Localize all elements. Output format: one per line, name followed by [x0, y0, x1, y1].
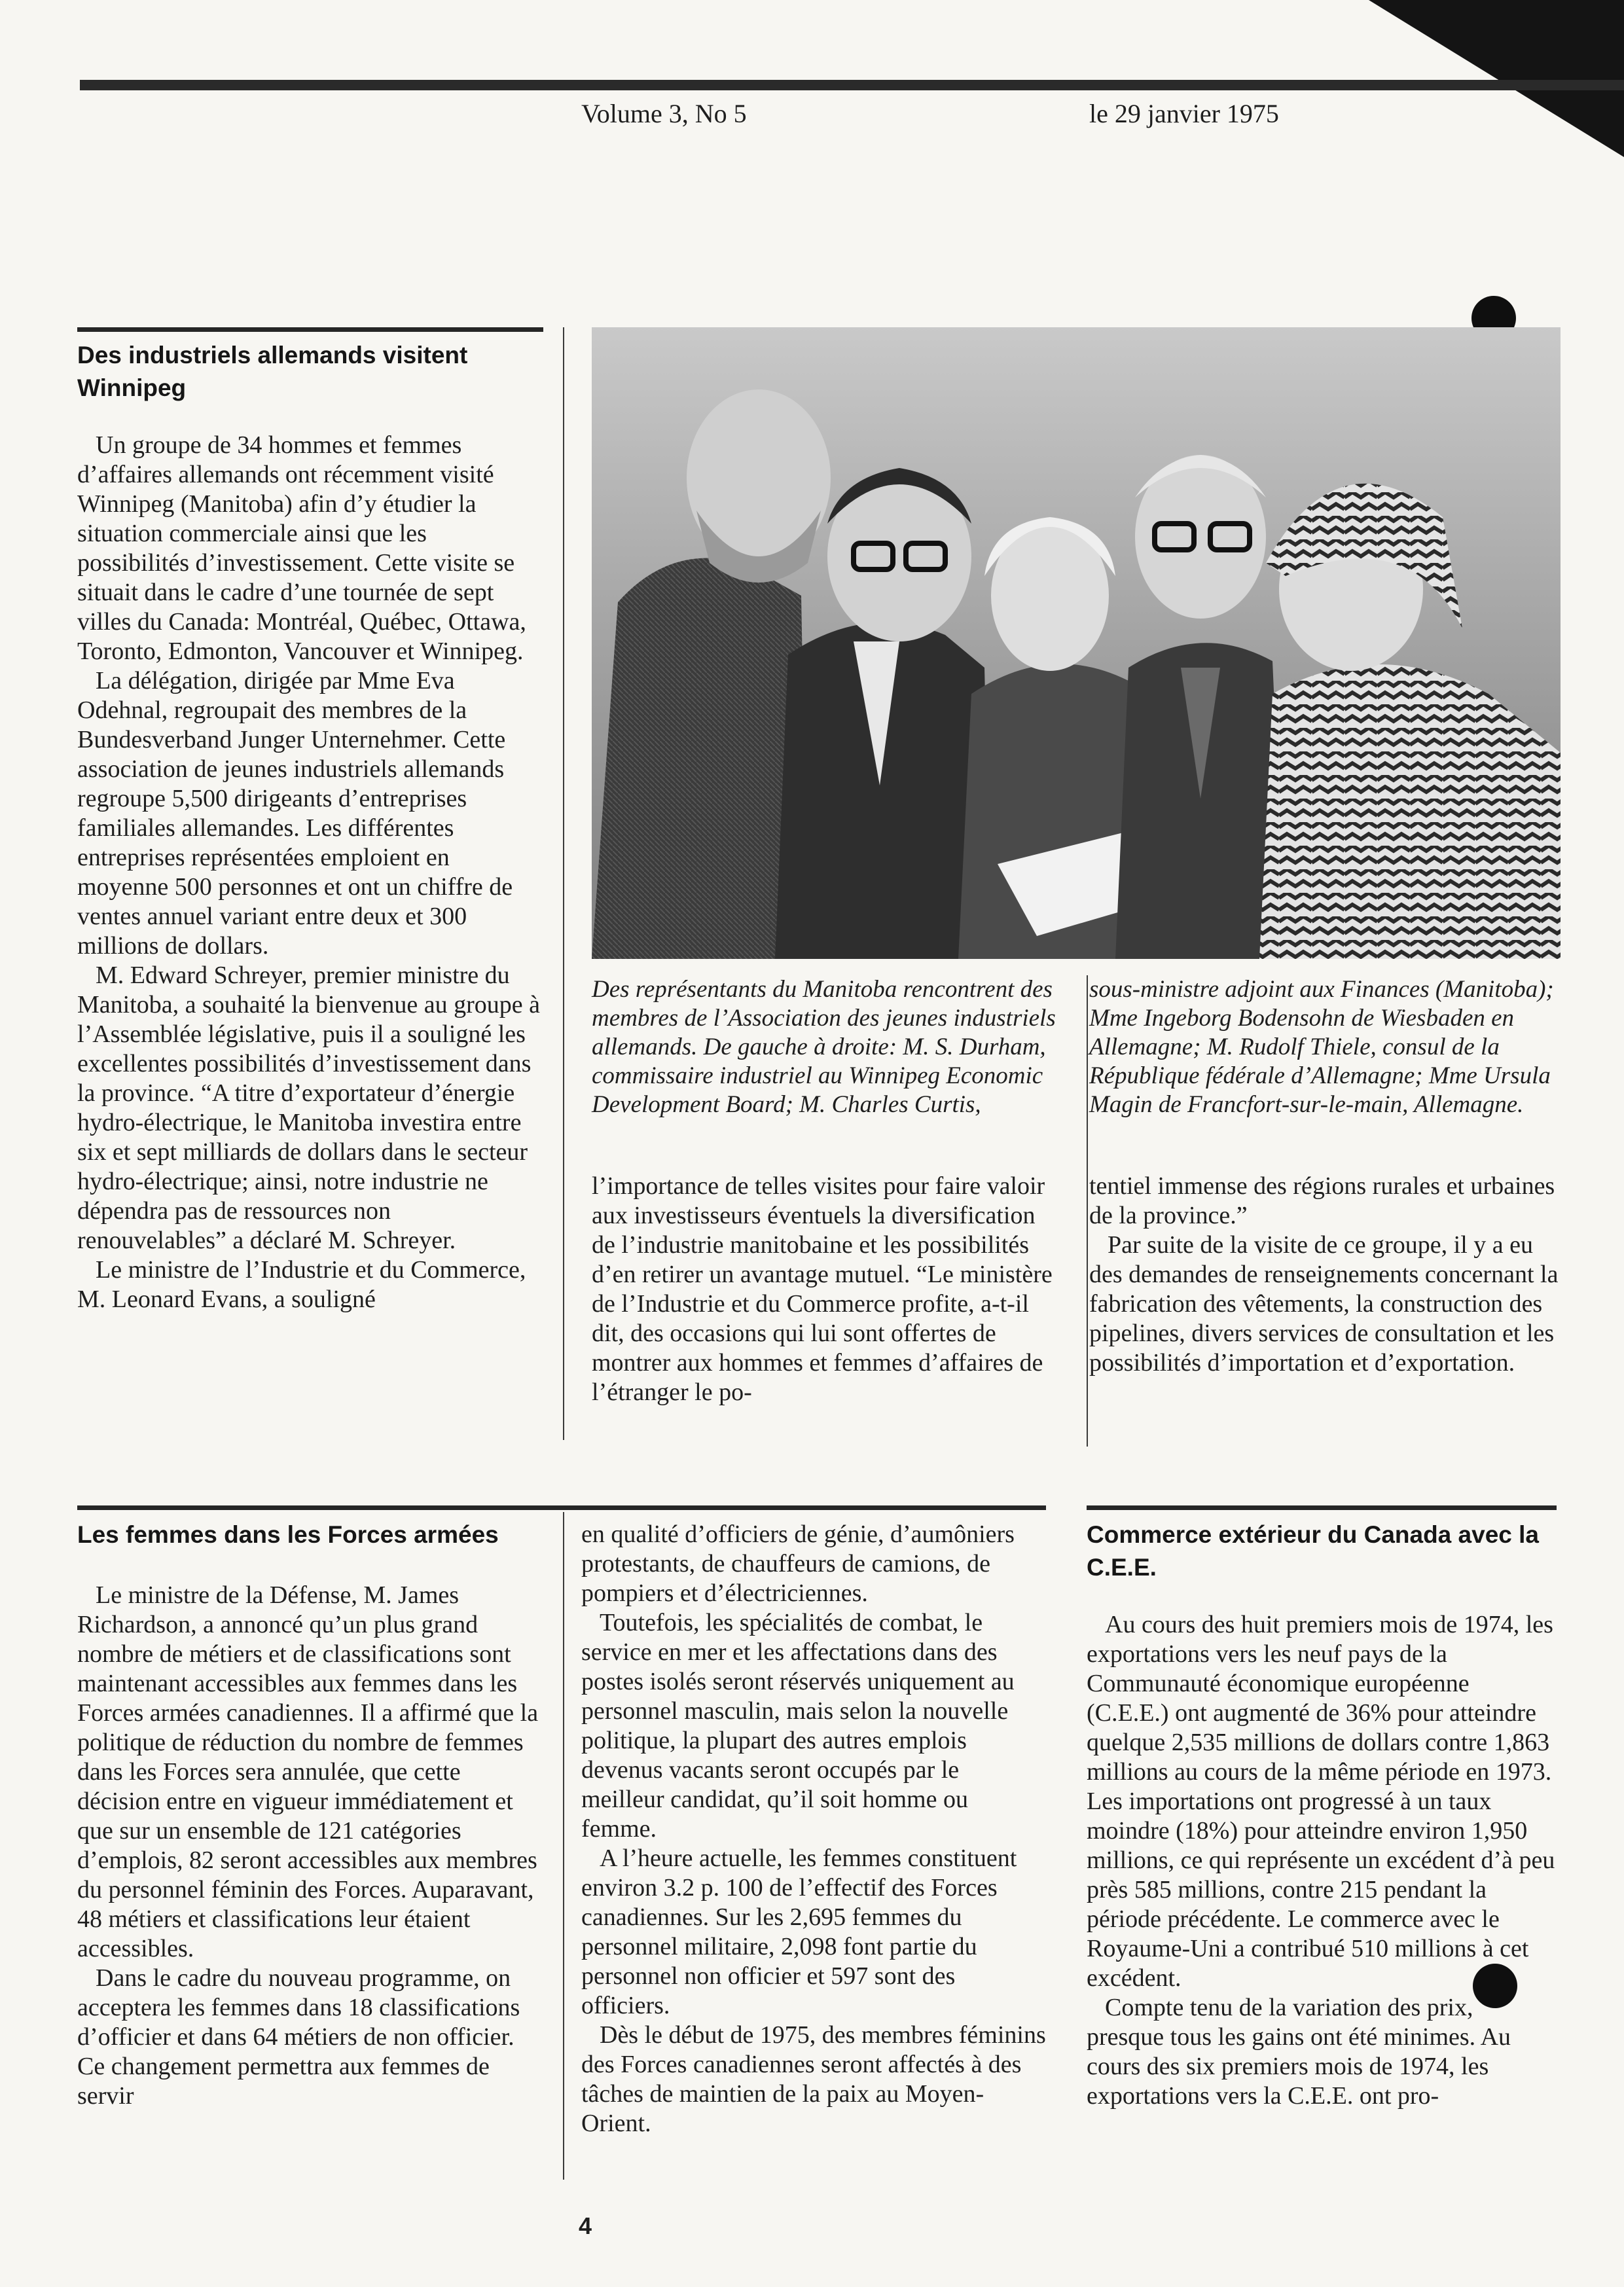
page-number: 4 — [579, 2212, 592, 2239]
caption-text: sous-ministre adjoint aux Finances (Manitoba); Mme Ingeborg Bodensohn de Wiesbaden en Allemagne; M. Rudolf Thiele, consul de la République fédérale d’Allemagne; Mme Ursula Magin de Francfort-sur-le-main, Allemagne. — [1089, 976, 1554, 1118]
article2-column-1 — [77, 1581, 543, 2111]
paragraph: Un groupe de 34 hommes et femmes d’affaires allemands ont récemment visité Winnipeg (Manitoba) afin d’y étudier la situation commerciale ainsi que les possibilités d’investissement. Cette visite se situait dans le cadre d’une tournée de sept villes du Canada: Montréal, Québec, Ottawa, Toronto, Edmonton, Vancouver et Winnipeg. — [77, 431, 526, 665]
paragraph: Dès le début de 1975, des membres féminins des Forces canadiennes seront affectés à des tâches de maintien de la paix au Moyen-Orient. — [581, 2021, 1046, 2137]
article1-title: Des industriels allemands visitent Winnipeg — [77, 342, 468, 401]
paragraph: Au cours des huit premiers mois de 1974, les exportations vers les neuf pays de la Communauté économique européenne (C.E.E.) ont augmenté de 36% pour atteindre quelque 2,535 millions de dollars contre 1,863 millions au cours de la même période en 1973. Les importations ont progressé à un taux moindre (18%) pour atteindre environ 1,950 millions, ce qui représente un excédent d’à peu près 585 millions, contre 215 pendant la période précédente. Le commerce avec le Royaume-Uni a contribué 510 millions à cet excédent. — [1087, 1611, 1555, 1992]
paragraph: A l’heure actuelle, les femmes constituent environ 3.2 p. 100 de l’effectif des Forces canadiennes. Sur les 2,695 femmes du personnel militaire, 2,098 font partie du personnel non officier et 597 sont des officiers. — [581, 1845, 1017, 2019]
paragraph: en qualité d’officiers de génie, d’aumôniers protestants, de chauffeurs de camions, de pompiers et d’électriciennes. — [581, 1521, 1015, 1607]
photo-caption-right — [1089, 975, 1561, 1119]
paragraph: Le ministre de la Défense, M. James Richardson, a annoncé qu’un plus grand nombre de métiers et de classifications sont maintenant accessibles aux femmes dans les Forces armées canadiennes. Il a affirmé que la politique de réduction du nombre de femmes dans les Forces sera annulée, que cette décision entre en vigueur immédiatement et que sur un ensemble de 121 catégories d’emplois, 82 seront accessibles aux membres du personnel féminin des Forces. Auparavant, 48 métiers et classifications leur étaient accessibles. — [77, 1581, 539, 1962]
article2-title: Les femmes dans les Forces armées — [77, 1521, 499, 1548]
article1-column-2 — [592, 1172, 1056, 1407]
group-photo — [592, 327, 1561, 959]
article3-column — [1087, 1610, 1557, 2111]
article2-column-2 — [581, 1520, 1047, 2138]
article1-rule — [77, 327, 543, 332]
column-divider — [563, 327, 564, 1440]
paragraph: Toutefois, les spécialités de combat, le service en mer et les affectations dans des postes isolés seront réservés uniquement au personnel masculin, mais selon la nouvelle politique, la plupart des autres emplois devenus vacants seront occupés par le meilleur candidat, qu’il soit homme ou femme. — [581, 1609, 1015, 1843]
article1-column-1 — [77, 431, 543, 1314]
photo-caption-left — [592, 975, 1056, 1119]
paragraph: M. Edward Schreyer, premier ministre du Manitoba, a souhaité la bienvenue au groupe à l’Assemblée législative, puis il a souligné les excellentes possibilités d’investissement dans la province. “A titre d’exportateur d’énergie hydro-électrique, le Manitoba investira entre six et sept milliards de dollars dans le secteur hydro-électrique; ainsi, notre industrie ne dépendra pas de ressources non renouvelables” a déclaré M. Schreyer. — [77, 962, 540, 1254]
column-divider — [1087, 975, 1088, 1447]
article1-column-3 — [1089, 1172, 1561, 1378]
paragraph: l’importance de telles visites pour faire valoir aux investisseurs éventuels la diversification de l’industrie manitobaine et les possibilités d’en retirer un avantage mutuel. “Le ministère de l’Industrie et du Commerce profite, a-t-il dit, des occasions qui lui sont offertes de montrer aux hommes et femmes d’affaires de l’étranger le po- — [592, 1172, 1053, 1406]
paragraph: Le ministre de l’Industrie et du Commerce, M. Leonard Evans, a souligné — [77, 1256, 526, 1313]
article3-rule — [1087, 1505, 1557, 1510]
article3-title: Commerce extérieur du Canada avec la C.E.E. — [1087, 1521, 1539, 1581]
photo-illustration — [592, 327, 1561, 959]
issue-volume: Volume 3, No 5 — [581, 99, 747, 128]
paragraph: Dans le cadre du nouveau programme, on acceptera les femmes dans 18 classifications d’officier et dans 64 métiers de non officier. Ce changement permettra aux femmes de servir — [77, 1964, 520, 2110]
paragraph: Compte tenu de la variation des prix, presque tous les gains ont été minimes. Au cours des six premiers mois de 1974, les exportations vers la C.E.E. ont pro- — [1087, 1994, 1511, 2110]
issue-date: le 29 janvier 1975 — [1089, 99, 1279, 128]
page-corner-fold — [1369, 0, 1624, 157]
punch-hole-bottom — [1473, 1964, 1517, 2008]
article2-rule — [77, 1505, 1046, 1510]
column-divider — [563, 1512, 564, 2180]
paragraph: tentiel immense des régions rurales et urbaines de la province.” — [1089, 1172, 1555, 1229]
paragraph: Par suite de la visite de ce groupe, il y a eu des demandes de renseignements concernant la fabrication des vêtements, la construction des pipelines, divers services de consultation et les possibilités d’importation et d’exportation. — [1089, 1231, 1559, 1377]
header-rule — [80, 80, 1624, 90]
paragraph: La délégation, dirigée par Mme Eva Odehnal, regroupait des membres de la Bundesverband Junger Unternehmer. Cette association de jeunes industriels allemands regroupe 5,500 dirigeants d’entreprises familiales allemandes. Les différentes entreprises représentées emploient en moyenne 500 personnes et ont un chiffre de ventes annuel variant entre deux et 300 millions de dollars. — [77, 667, 513, 960]
caption-text: Des représentants du Manitoba rencontrent des membres de l’Association des jeunes industriels allemands. De gauche à droite: M. S. Durham, commissaire industriel au Winnipeg Economic Development Board; M. Charles Curtis, — [592, 976, 1056, 1118]
